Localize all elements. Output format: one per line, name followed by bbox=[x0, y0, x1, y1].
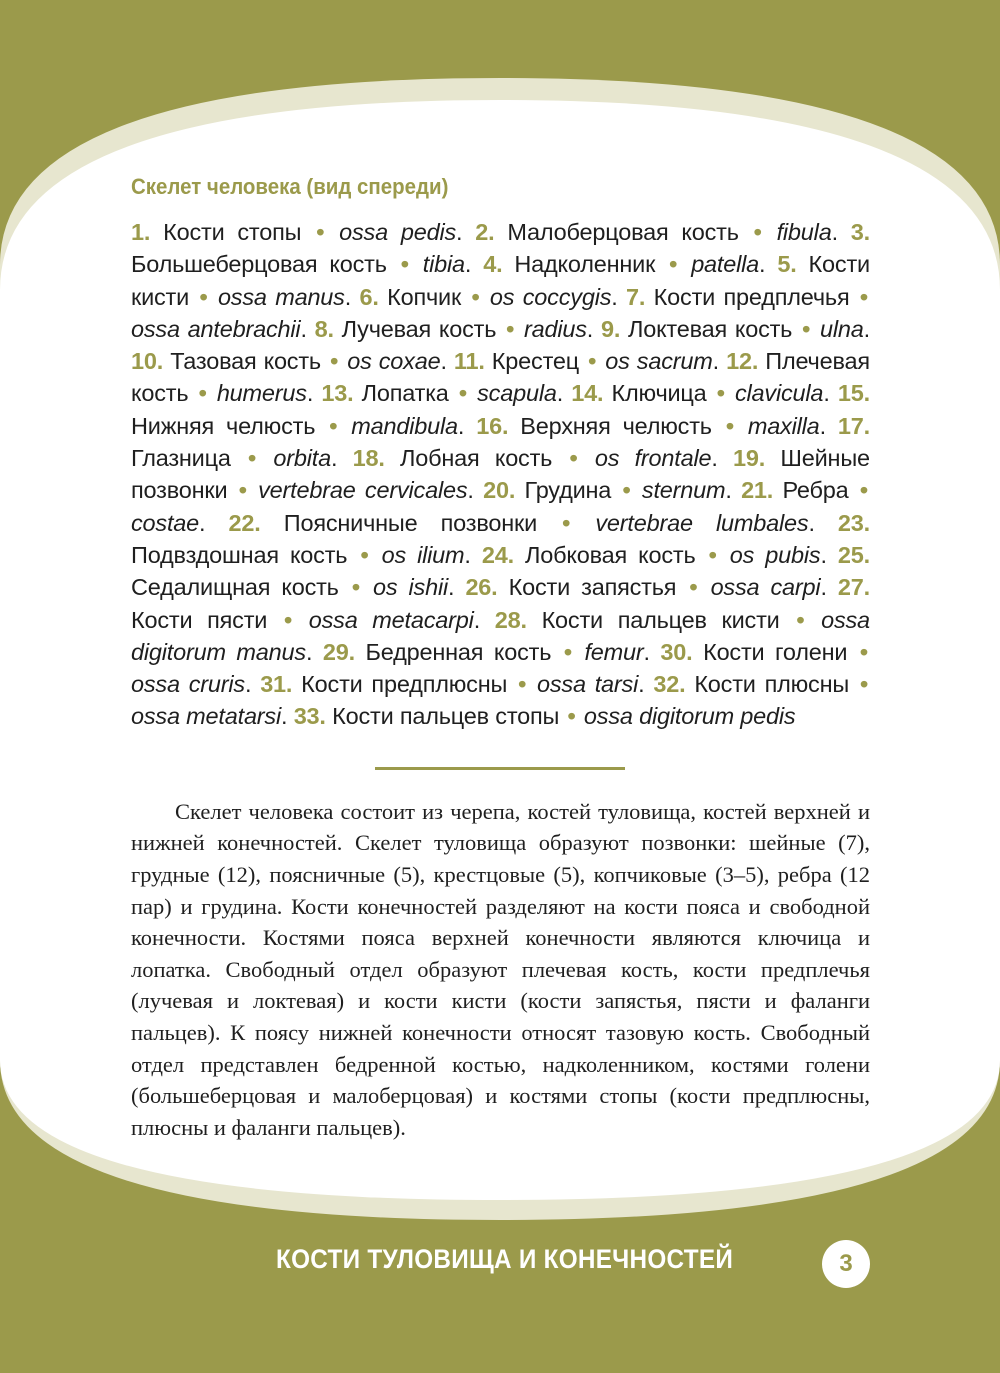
legend-number: 19. bbox=[733, 445, 766, 472]
bullet-icon: • bbox=[330, 348, 339, 375]
legend-item: 29. Бедренная кость • femur. bbox=[322, 638, 661, 665]
legend-number: 29. bbox=[322, 638, 355, 665]
legend-russian-name: Бедренная кость bbox=[365, 638, 552, 665]
legend-item: 9. Локтевая кость • ulna. bbox=[600, 315, 870, 342]
page-number-badge bbox=[822, 1240, 870, 1288]
legend-number: 33. bbox=[293, 703, 326, 730]
legend-item: 28. Кости пальцев кисти • ossa digitorum manus. bbox=[131, 606, 870, 665]
bullet-icon: • bbox=[716, 380, 725, 407]
legend-russian-name: Кости пясти bbox=[131, 606, 268, 633]
legend-latin-name: ossa pedis bbox=[339, 219, 457, 245]
bullet-icon: • bbox=[753, 219, 762, 245]
legend-item: 21. Ребра • costae. bbox=[131, 477, 868, 536]
legend-list bbox=[131, 216, 870, 733]
bullet-icon: • bbox=[471, 283, 480, 310]
legend-number: 2. bbox=[475, 219, 495, 245]
legend-russian-name: Лобная кость bbox=[400, 445, 553, 472]
bullet-icon: • bbox=[567, 703, 576, 730]
legend-item: 1. Кости стопы • ossa pedis. bbox=[131, 219, 476, 245]
legend-number: 5. bbox=[777, 251, 797, 278]
legend-russian-name: Лопатка bbox=[361, 380, 449, 407]
bullet-icon: • bbox=[400, 251, 409, 278]
legend-latin-name: ossa tarsi bbox=[537, 671, 639, 698]
legend-number: 11. bbox=[453, 348, 485, 375]
legend-number: 15. bbox=[837, 380, 870, 407]
bullet-icon: • bbox=[238, 477, 247, 504]
legend-latin-name: ossa antebrachii bbox=[131, 315, 301, 342]
legend-latin-name: vertebrae cervicales bbox=[258, 477, 468, 504]
page-number: 3 bbox=[839, 1250, 853, 1277]
legend-latin-name: humerus bbox=[216, 380, 307, 407]
legend-russian-name: Кости предплечья bbox=[653, 283, 850, 310]
bullet-icon: • bbox=[198, 380, 207, 407]
legend-item: 17. Глазница • orbita. bbox=[131, 412, 870, 472]
legend-number: 26. bbox=[465, 574, 498, 601]
bullet-icon: • bbox=[859, 283, 868, 310]
legend-russian-name: Тазовая кость bbox=[170, 348, 321, 375]
legend-russian-name: Седалищная кость bbox=[131, 574, 339, 601]
legend-latin-name: tibia bbox=[422, 251, 465, 278]
legend-latin-name: clavicula bbox=[734, 380, 824, 407]
legend-russian-name: Кости предплюсны bbox=[301, 671, 508, 698]
divider bbox=[375, 767, 625, 770]
bullet-icon: • bbox=[725, 412, 734, 439]
content-area bbox=[131, 172, 870, 1143]
legend-number: 27. bbox=[837, 574, 870, 601]
legend-item: 8. Лучевая кость • radius. bbox=[314, 315, 601, 342]
legend-latin-name: maxilla bbox=[747, 412, 820, 439]
legend-russian-name: Ребра bbox=[782, 477, 849, 504]
bullet-icon: • bbox=[859, 671, 868, 698]
bullet-icon: • bbox=[248, 445, 257, 472]
legend-item: 16. Верхняя челюсть • maxilla. bbox=[476, 412, 838, 439]
bullet-icon: • bbox=[506, 315, 515, 342]
legend-item: 30. Кости голени • ossa cruris. bbox=[131, 638, 868, 698]
bullet-icon: • bbox=[518, 671, 527, 698]
bullet-icon: • bbox=[859, 638, 868, 665]
legend-item: 12. Плечевая кость • humerus. bbox=[131, 348, 870, 407]
bullet-icon: • bbox=[588, 348, 597, 375]
legend-russian-name: Копчик bbox=[387, 283, 462, 310]
legend-item: 23. Подвздошная кость • os ilium. bbox=[131, 509, 870, 568]
legend-latin-name: femur bbox=[584, 638, 644, 665]
legend-number: 17. bbox=[837, 412, 870, 439]
legend-number: 18. bbox=[352, 445, 385, 472]
legend-number: 23. bbox=[837, 509, 870, 536]
legend-item bbox=[294, 703, 796, 729]
legend-latin-name: scapula bbox=[477, 380, 557, 407]
bullet-icon: • bbox=[708, 541, 717, 568]
bullet-icon: • bbox=[316, 219, 325, 245]
legend-latin-name: ossa cruris bbox=[131, 671, 245, 698]
legend-latin-name: mandibula bbox=[351, 412, 458, 439]
legend-item: 20. Грудина • sternum. bbox=[483, 477, 742, 504]
bullet-icon: • bbox=[563, 638, 572, 665]
legend-item: 11. Крестец • os sacrum. bbox=[453, 348, 727, 375]
legend-russian-name: Большеберцовая кость bbox=[131, 251, 387, 278]
legend-item: 2. Малоберцовая кость • fibula. bbox=[475, 219, 851, 245]
legend-russian-name: Надколенник bbox=[514, 251, 656, 278]
bullet-icon: • bbox=[689, 574, 698, 601]
bullet-icon: • bbox=[669, 251, 678, 278]
legend-russian-name: Глазница bbox=[131, 445, 231, 472]
legend-item: 13. Лопатка • scapula. bbox=[321, 380, 572, 407]
legend-russian-name: Поясничные позвонки bbox=[283, 509, 538, 536]
legend-russian-name: Малоберцовая кость bbox=[507, 219, 739, 245]
legend-latin-name: os frontale bbox=[594, 445, 712, 472]
legend-latin-name: ulna bbox=[819, 315, 864, 342]
legend-russian-name: Кости пальцев кисти bbox=[541, 606, 780, 633]
bullet-icon: • bbox=[796, 606, 805, 633]
legend-item: 31. Кости предплюсны • ossa tarsi. bbox=[260, 671, 654, 698]
legend-item: 25. Седалищная кость • os ishii. bbox=[131, 541, 870, 601]
legend-item: 10. Тазовая кость • os coxae. bbox=[131, 348, 454, 375]
legend-item: 26. Кости запястья • ossa carpi. bbox=[465, 574, 838, 601]
legend-number: 6. bbox=[359, 283, 379, 310]
bullet-icon: • bbox=[199, 283, 208, 310]
bullet-icon: • bbox=[622, 477, 631, 504]
legend-number: 21. bbox=[741, 477, 774, 504]
legend-latin-name: orbita bbox=[273, 445, 331, 472]
legend-item: 15. Нижняя челюсть • mandibula. bbox=[131, 380, 870, 439]
legend-latin-name: ossa manus bbox=[217, 283, 345, 310]
legend-number: 9. bbox=[600, 315, 621, 342]
legend-latin-name: ossa digitorum pedis bbox=[583, 703, 796, 730]
legend-item: 18. Лобная кость • os frontale. bbox=[352, 445, 734, 472]
legend-latin-name: os ilium bbox=[381, 541, 465, 568]
legend-number: 1. bbox=[131, 219, 151, 245]
legend-russian-name: Верхняя челюсть bbox=[520, 412, 712, 439]
bullet-icon: • bbox=[329, 412, 338, 439]
legend-russian-name: Лучевая кость bbox=[341, 315, 497, 342]
bullet-icon: • bbox=[360, 541, 369, 568]
legend-latin-name: sternum bbox=[641, 477, 726, 504]
legend-latin-name: radius bbox=[523, 315, 587, 342]
legend-number: 8. bbox=[314, 315, 334, 342]
legend-russian-name: Кости кисти bbox=[131, 251, 870, 310]
legend-latin-name: ossa carpi bbox=[710, 574, 821, 601]
legend-latin-name: os ishii bbox=[372, 574, 448, 601]
legend-latin-name: fibula bbox=[776, 219, 832, 245]
legend-latin-name: ossa digitorum manus bbox=[131, 606, 870, 665]
legend-russian-name: Кости стопы bbox=[163, 219, 302, 245]
legend-number: 25. bbox=[837, 541, 870, 568]
bullet-icon: • bbox=[859, 477, 868, 504]
legend-item: 6. Копчик • os coccygis. bbox=[359, 283, 627, 310]
legend-number: 22. bbox=[228, 509, 261, 536]
legend-item: 14. Ключица • clavicula. bbox=[571, 380, 838, 407]
legend-item: 3. Большеберцовая кость • tibia. bbox=[131, 219, 870, 278]
legend-latin-name: patella bbox=[691, 251, 760, 278]
legend-russian-name: Грудина bbox=[524, 477, 612, 504]
figure-title: Скелет человека (вид спереди) bbox=[131, 174, 449, 199]
body-paragraph: Скелет человека состоит из черепа, костей туловища, костей верхней и нижней конечностей. Скелет туловища образуют позвонки: шейные (7), грудные (12), поясничные (5), крестцовые (5), копчиковые (3–5), ребра (12 пар) и грудина. Кости конечностей разделяют на кости пояса и свободной конечности. Костями пояса верхней конечности являются ключица и лопатка. Свободный отдел образуют плечевая кость, кости предплечья (лучевая и локтевая) и кости кисти (кости запястья, пясти и фаланги пальцев). К поясу нижней конечности относят тазовую кость. Свободный отдел представлен бедренной костью, надколенником, костями голени (большеберцовая и малоберцовая) и костями стопы (кости предплюсны, плюсны и фаланги пальцев). bbox=[131, 798, 870, 1140]
legend-number: 32. bbox=[653, 671, 686, 698]
bullet-icon: • bbox=[802, 315, 811, 342]
legend-russian-name: Подвздошная кость bbox=[131, 541, 348, 568]
legend-item: 19. Шейные позвонки • vertebrae cervicales. bbox=[131, 445, 870, 504]
legend-number: 16. bbox=[476, 412, 509, 439]
bullet-icon: • bbox=[283, 606, 292, 633]
legend-russian-name: Кости голени bbox=[703, 638, 848, 665]
legend-russian-name: Нижняя челюсть bbox=[131, 412, 316, 439]
legend-item: 32. Кости плюсны • ossa metatarsi. bbox=[131, 671, 868, 730]
legend-number: 30. bbox=[660, 638, 693, 665]
legend-number: 28. bbox=[494, 606, 527, 633]
legend-latin-name: os sacrum bbox=[605, 348, 713, 375]
legend-russian-name: Кости плюсны bbox=[694, 671, 850, 698]
legend-latin-name: os pubis bbox=[729, 541, 821, 568]
legend-latin-name: costae bbox=[131, 509, 200, 536]
legend-item: 22. Поясничные позвонки • vertebrae lumbales. bbox=[228, 509, 838, 536]
legend-latin-name: ossa metatarsi bbox=[131, 703, 282, 730]
legend-russian-name: Крестец bbox=[491, 348, 580, 375]
legend-item: 27. Кости пясти • ossa metacarpi. bbox=[131, 574, 870, 633]
legend-russian-name: Ключица bbox=[611, 380, 707, 407]
legend-latin-name: os coxae bbox=[347, 348, 441, 375]
legend-item: 4. Надколенник • patella. bbox=[483, 251, 778, 278]
bullet-icon: • bbox=[562, 509, 571, 536]
bullet-icon: • bbox=[458, 380, 467, 407]
legend-number: 14. bbox=[571, 380, 604, 407]
legend-number: 31. bbox=[260, 671, 293, 698]
legend-russian-name: Шейные позвонки bbox=[131, 445, 870, 504]
legend-number: 4. bbox=[483, 251, 503, 278]
legend-number: 24. bbox=[481, 541, 514, 568]
bullet-icon: • bbox=[351, 574, 360, 601]
legend-number: 12. bbox=[726, 348, 759, 375]
legend-russian-name: Плечевая кость bbox=[131, 348, 870, 407]
legend-russian-name: Кости запястья bbox=[508, 574, 677, 601]
legend-number: 10. bbox=[131, 348, 164, 375]
legend-item: 7. Кости предплечья • ossa antebrachii. bbox=[131, 283, 868, 342]
legend-item: 5. Кости кисти • ossa manus. bbox=[131, 251, 870, 310]
legend-item: 24. Лобковая кость • os pubis. bbox=[481, 541, 838, 568]
legend-russian-name: Лобковая кость bbox=[525, 541, 696, 568]
legend-number: 3. bbox=[850, 219, 870, 245]
legend-number: 7. bbox=[626, 283, 646, 310]
bullet-icon: • bbox=[569, 445, 578, 472]
legend-number: 20. bbox=[483, 477, 516, 504]
legend-latin-name: vertebrae lumbales bbox=[595, 509, 809, 536]
legend-latin-name: ossa metacarpi bbox=[308, 606, 474, 633]
legend-number: 13. bbox=[321, 380, 354, 407]
legend-latin-name: os coccygis bbox=[489, 283, 612, 310]
legend-russian-name: Локтевая кость bbox=[628, 315, 793, 342]
section-title: КОСТИ ТУЛОВИЩА И КОНЕЧНОСТЕЙ bbox=[276, 1244, 734, 1274]
legend-russian-name: Кости пальцев стопы bbox=[332, 703, 560, 730]
